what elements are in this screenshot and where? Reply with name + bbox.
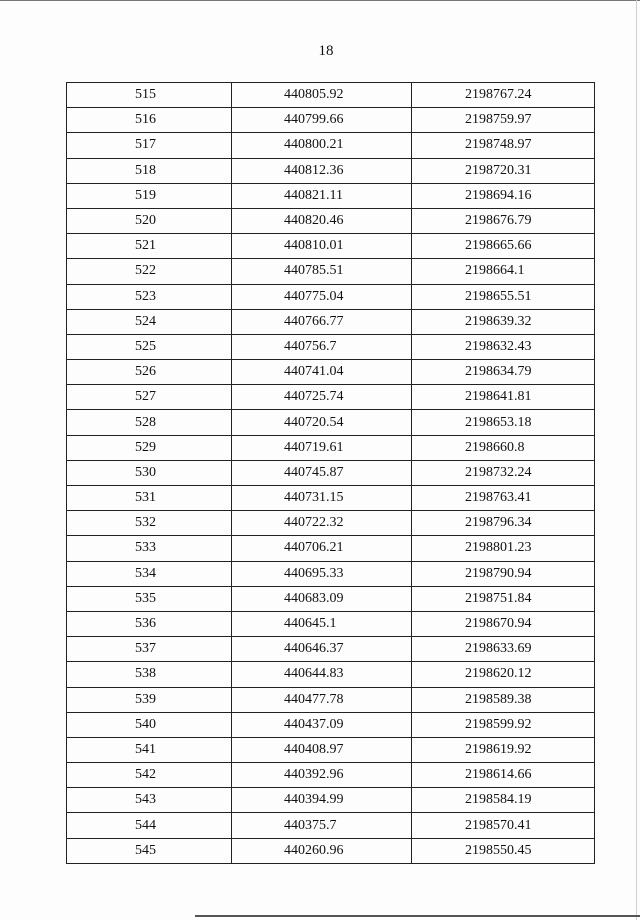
table-row — [67, 763, 595, 788]
table-row — [67, 662, 595, 687]
point-number-cell: 533 — [67, 536, 232, 561]
table-row — [67, 284, 595, 309]
x-coordinate-cell: 440785.51 — [232, 259, 412, 284]
table-row — [67, 309, 595, 334]
point-number-cell: 529 — [67, 435, 232, 460]
table-row — [67, 334, 595, 359]
table-row — [67, 486, 595, 511]
point-number-cell: 521 — [67, 234, 232, 259]
table-row — [67, 687, 595, 712]
x-coordinate-cell: 440392.96 — [232, 763, 412, 788]
point-number-cell: 517 — [67, 133, 232, 158]
y-coordinate-cell: 2198664.1 — [412, 259, 595, 284]
x-coordinate-cell: 440799.66 — [232, 108, 412, 133]
point-number-cell: 516 — [67, 108, 232, 133]
table-row — [67, 536, 595, 561]
y-coordinate-cell: 2198632.43 — [412, 334, 595, 359]
table-row — [67, 788, 595, 813]
point-number-cell: 527 — [67, 385, 232, 410]
y-coordinate-cell: 2198550.45 — [412, 838, 595, 863]
x-coordinate-cell: 440644.83 — [232, 662, 412, 687]
table-row — [67, 586, 595, 611]
x-coordinate-cell: 440437.09 — [232, 712, 412, 737]
point-number-cell: 536 — [67, 611, 232, 636]
point-number-cell: 519 — [67, 183, 232, 208]
y-coordinate-cell: 2198767.24 — [412, 83, 595, 108]
table-row — [67, 183, 595, 208]
table-row — [67, 385, 595, 410]
y-coordinate-cell: 2198720.31 — [412, 158, 595, 183]
x-coordinate-cell: 440821.11 — [232, 183, 412, 208]
y-coordinate-cell: 2198665.66 — [412, 234, 595, 259]
point-number-cell: 539 — [67, 687, 232, 712]
x-coordinate-cell: 440775.04 — [232, 284, 412, 309]
y-coordinate-cell: 2198620.12 — [412, 662, 595, 687]
point-number-cell: 544 — [67, 813, 232, 838]
coordinate-table-body — [67, 83, 595, 864]
point-number-cell: 543 — [67, 788, 232, 813]
point-number-cell: 526 — [67, 360, 232, 385]
x-coordinate-cell: 440375.7 — [232, 813, 412, 838]
x-coordinate-cell: 440741.04 — [232, 360, 412, 385]
point-number-cell: 531 — [67, 486, 232, 511]
x-coordinate-cell: 440645.1 — [232, 611, 412, 636]
y-coordinate-cell: 2198670.94 — [412, 611, 595, 636]
x-coordinate-cell: 440800.21 — [232, 133, 412, 158]
y-coordinate-cell: 2198641.81 — [412, 385, 595, 410]
table-row — [67, 460, 595, 485]
point-number-cell: 542 — [67, 763, 232, 788]
point-number-cell: 523 — [67, 284, 232, 309]
table-row — [67, 561, 595, 586]
x-coordinate-cell: 440720.54 — [232, 410, 412, 435]
page-number: 18 — [318, 43, 334, 59]
y-coordinate-cell: 2198676.79 — [412, 208, 595, 233]
table-row — [67, 611, 595, 636]
x-coordinate-cell: 440646.37 — [232, 637, 412, 662]
table-row — [67, 511, 595, 536]
y-coordinate-cell: 2198796.34 — [412, 511, 595, 536]
x-coordinate-cell: 440812.36 — [232, 158, 412, 183]
x-coordinate-cell: 440820.46 — [232, 208, 412, 233]
y-coordinate-cell: 2198748.97 — [412, 133, 595, 158]
y-coordinate-cell: 2198614.66 — [412, 763, 595, 788]
x-coordinate-cell: 440810.01 — [232, 234, 412, 259]
y-coordinate-cell: 2198790.94 — [412, 561, 595, 586]
point-number-cell: 515 — [67, 83, 232, 108]
point-number-cell: 522 — [67, 259, 232, 284]
y-coordinate-cell: 2198653.18 — [412, 410, 595, 435]
table-row — [67, 813, 595, 838]
table-row — [67, 133, 595, 158]
y-coordinate-cell: 2198694.16 — [412, 183, 595, 208]
point-number-cell: 528 — [67, 410, 232, 435]
table-row — [67, 435, 595, 460]
point-number-cell: 534 — [67, 561, 232, 586]
x-coordinate-cell: 440766.77 — [232, 309, 412, 334]
x-coordinate-cell: 440408.97 — [232, 737, 412, 762]
x-coordinate-cell: 440756.7 — [232, 334, 412, 359]
y-coordinate-cell: 2198619.92 — [412, 737, 595, 762]
point-number-cell: 518 — [67, 158, 232, 183]
table-row — [67, 158, 595, 183]
x-coordinate-cell: 440731.15 — [232, 486, 412, 511]
y-coordinate-cell: 2198584.19 — [412, 788, 595, 813]
y-coordinate-cell: 2198634.79 — [412, 360, 595, 385]
x-coordinate-cell: 440477.78 — [232, 687, 412, 712]
table-row — [67, 737, 595, 762]
table-row — [67, 360, 595, 385]
y-coordinate-cell: 2198655.51 — [412, 284, 595, 309]
point-number-cell: 538 — [67, 662, 232, 687]
table-row — [67, 410, 595, 435]
y-coordinate-cell: 2198732.24 — [412, 460, 595, 485]
scan-edge-top-line — [0, 0, 640, 1]
table-row — [67, 83, 595, 108]
x-coordinate-cell: 440695.33 — [232, 561, 412, 586]
point-number-cell: 524 — [67, 309, 232, 334]
table-row — [67, 838, 595, 863]
y-coordinate-cell: 2198599.92 — [412, 712, 595, 737]
x-coordinate-cell: 440706.21 — [232, 536, 412, 561]
table-row — [67, 259, 595, 284]
coordinate-table — [66, 82, 595, 864]
x-coordinate-cell: 440719.61 — [232, 435, 412, 460]
x-coordinate-cell: 440260.96 — [232, 838, 412, 863]
x-coordinate-cell: 440394.99 — [232, 788, 412, 813]
y-coordinate-cell: 2198639.32 — [412, 309, 595, 334]
point-number-cell: 525 — [67, 334, 232, 359]
x-coordinate-cell: 440725.74 — [232, 385, 412, 410]
y-coordinate-cell: 2198660.8 — [412, 435, 595, 460]
scan-edge-right-line — [636, 0, 637, 920]
scan-edge-bottom-line — [195, 915, 640, 917]
table-row — [67, 234, 595, 259]
x-coordinate-cell: 440683.09 — [232, 586, 412, 611]
point-number-cell: 535 — [67, 586, 232, 611]
point-number-cell: 520 — [67, 208, 232, 233]
y-coordinate-cell: 2198570.41 — [412, 813, 595, 838]
point-number-cell: 545 — [67, 838, 232, 863]
y-coordinate-cell: 2198759.97 — [412, 108, 595, 133]
x-coordinate-cell: 440745.87 — [232, 460, 412, 485]
table-row — [67, 108, 595, 133]
y-coordinate-cell: 2198751.84 — [412, 586, 595, 611]
point-number-cell: 537 — [67, 637, 232, 662]
y-coordinate-cell: 2198589.38 — [412, 687, 595, 712]
point-number-cell: 540 — [67, 712, 232, 737]
point-number-cell: 541 — [67, 737, 232, 762]
x-coordinate-cell: 440722.32 — [232, 511, 412, 536]
point-number-cell: 530 — [67, 460, 232, 485]
point-number-cell: 532 — [67, 511, 232, 536]
table-row — [67, 208, 595, 233]
table-row — [67, 637, 595, 662]
y-coordinate-cell: 2198801.23 — [412, 536, 595, 561]
x-coordinate-cell: 440805.92 — [232, 83, 412, 108]
y-coordinate-cell: 2198763.41 — [412, 486, 595, 511]
table-row — [67, 712, 595, 737]
y-coordinate-cell: 2198633.69 — [412, 637, 595, 662]
